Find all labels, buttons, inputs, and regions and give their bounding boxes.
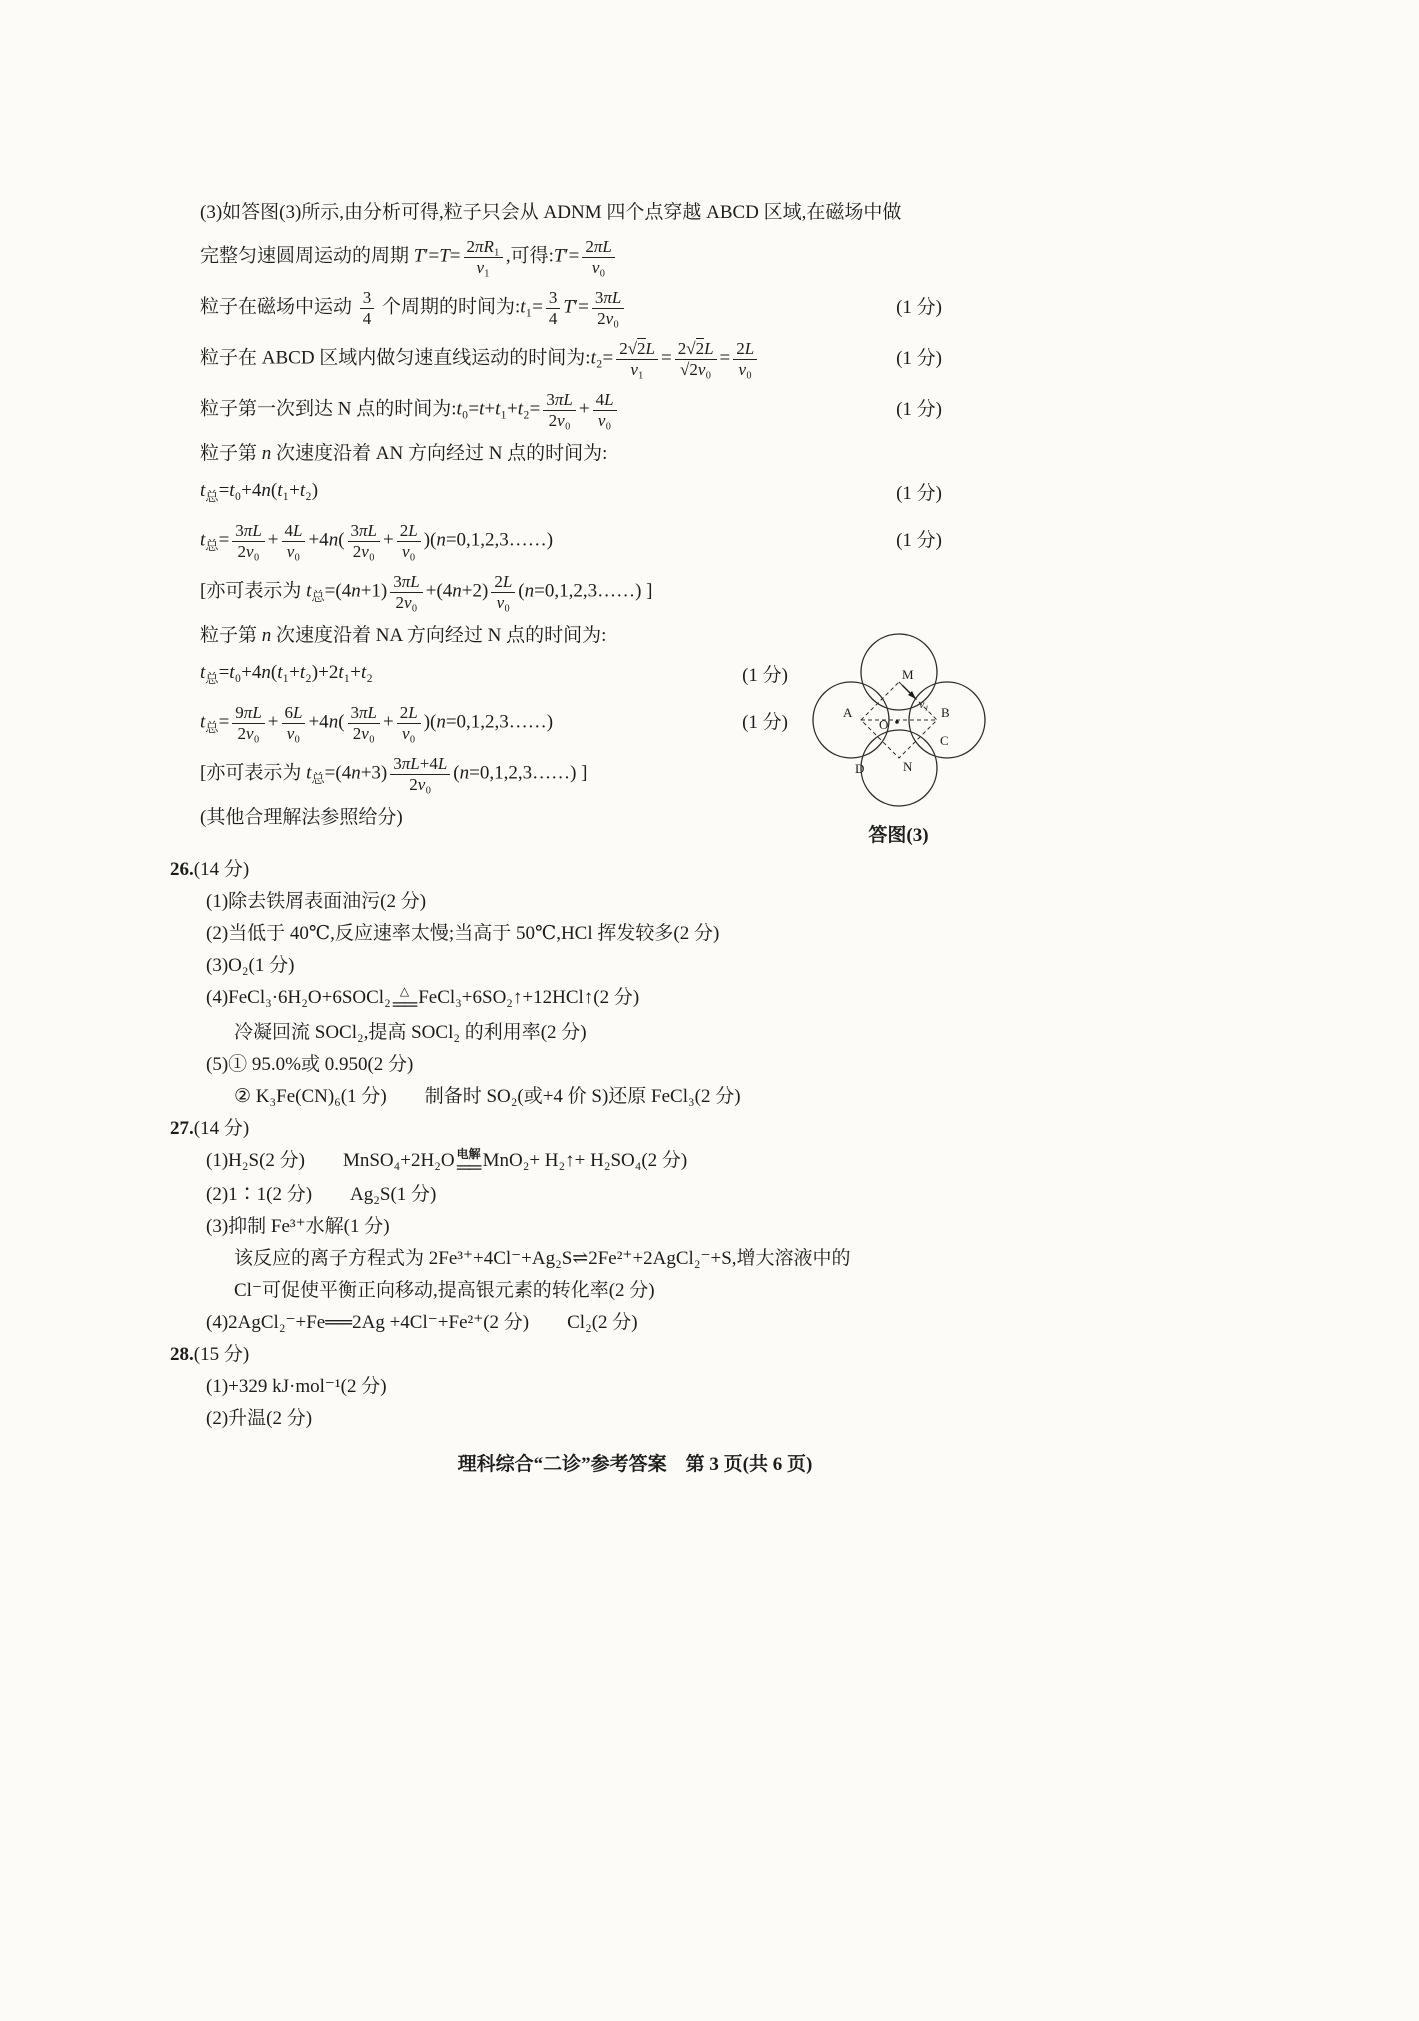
answer-text: (4)FeCl₃·6H₂O+6SOCl₂ △ ══ FeCl₃+6SO₂↑+12HCl↑(2 分) — [206, 984, 640, 1015]
answer-text: 完整匀速圆周运动的周期 T′=T= $\frac{\text{2πR₁}}{\text{v₁}}$ ,可得:T′= $\frac{2\pi L}{\text{v₀}}$ — [200, 237, 618, 277]
text-line — [206, 953, 1070, 978]
answer-text: (1)H₂S(2 分) MnSO₄+2H₂O 电解 ══ MnO₂+ H₂↑+ H₂SO₄(2 分) — [206, 1146, 688, 1177]
text-line — [200, 478, 942, 510]
answer-text: $t_总=$ $\frac{9\pi L}{\text{2v₀}}$ + $\frac{6L}{\text{v₀}}$ +4n( $\frac{3\pi L}{\text{2v₀}}$ + $\frac{2L}{\text{v₀}}$ )(n=0,1,2,3……) — [200, 703, 554, 743]
score-label: (1 分) — [896, 399, 942, 421]
figure-caption: 答图(3) — [868, 825, 929, 847]
text-line — [170, 857, 1070, 882]
text-line — [200, 623, 788, 649]
score-label: (1 分) — [896, 297, 942, 319]
text-line — [234, 1084, 1070, 1109]
text-line — [200, 288, 942, 328]
label-v1: v₁ — [918, 697, 928, 712]
label-B: B — [940, 705, 950, 721]
answer-text: (2)1∶1(2 分) Ag₂S(1 分) — [206, 1183, 437, 1205]
text-line — [206, 1406, 1070, 1431]
answer-text: [亦可表示为 $t_总=(4n+3)$ $\frac{3\pi L+4L}{\text{2v₀}}$ (n=0,1,2,3……) ] — [200, 754, 588, 794]
text-line — [234, 1020, 1070, 1045]
answer-text: $t_总=t_0+4n(t_1+t_2)+2t_1+t_2$ — [200, 662, 373, 687]
label-C: C — [939, 733, 949, 749]
score-label: (1 分) — [742, 665, 788, 687]
text-line — [200, 441, 942, 467]
score-label: (1 分) — [896, 483, 942, 505]
answer-text: 粒子在磁场中运动 $\frac{3}{4}$ 个周期的时间为:t₁= $\frac{3}{4}$ T′= $\frac{3\pi L}{\text{2v₀}}$ — [200, 288, 627, 328]
answer-text: (2)当低于 40℃,反应速率太慢;当高于 50℃,HCl 挥发较多(2 分) — [206, 923, 720, 945]
answer-text: 粒子在 ABCD 区域内做匀速直线运动的时间为:t₂= $\frac{2√2L}{\text{v₁}}$ = $\frac{2√2L}{\text{√2v₀}}$ = $\frac{2L}{\text{v₀}}$ — [200, 339, 760, 379]
text-line — [206, 889, 1070, 914]
text-line — [170, 1342, 1070, 1367]
label-D: D — [854, 761, 864, 777]
answer-text: 该反应的离子方程式为 2Fe³⁺+4Cl⁻+Ag₂S⇌2Fe²⁺+2AgCl₂⁻+S,增大溶液中的 — [234, 1247, 851, 1269]
answer-text: 粒子第 n 次速度沿着 AN 方向经过 N 点的时间为: — [200, 443, 608, 465]
text-line — [206, 1148, 1070, 1175]
physics-side-block — [200, 623, 1070, 847]
text-line — [200, 521, 942, 561]
text-line — [234, 1246, 1070, 1271]
page-content — [170, 200, 1070, 1476]
text-line — [200, 390, 942, 430]
answer-text: 粒子第 n 次速度沿着 NA 方向经过 N 点的时间为: — [200, 625, 607, 647]
answer-text: 粒子第一次到达 N 点的时间为:t₀=t+t₁+t₂= $\frac{3\pi L}{\text{2v₀}}$ + $\frac{4L}{\text{v₀}}$ — [200, 390, 620, 430]
answer-text: (1)除去铁屑表面油污(2 分) — [206, 891, 427, 913]
text-line — [234, 1278, 1070, 1303]
text-line — [200, 805, 788, 831]
answer-text: (3)如答图(3)所示,由分析可得,粒子只会从 ADNM 四个点穿越 ABCD 区域,在磁场中做 — [200, 202, 902, 223]
text-line — [200, 200, 942, 226]
text-line — [206, 1182, 1070, 1207]
page-footer: 理科综合“二诊”参考答案 第 3 页(共 6 页) — [457, 1453, 813, 1475]
label-A: A — [842, 705, 852, 721]
text-line — [200, 660, 788, 692]
answer-text: 26.(14 分) — [170, 859, 250, 881]
text-line — [200, 339, 942, 379]
text-line — [170, 1116, 1070, 1141]
answer-text: (2)升温(2 分) — [206, 1407, 313, 1429]
answer-text: (4)2AgCl₂⁻+Fe══2Ag +4Cl⁻+Fe²⁺(2 分) Cl₂(2 分) — [206, 1311, 638, 1333]
answer-text: 27.(14 分) — [170, 1117, 250, 1139]
text-line — [206, 1214, 1070, 1239]
answer-text: (3)O₂(1 分) — [206, 955, 295, 977]
text-line — [200, 754, 788, 794]
answer-text: (3)抑制 Fe³⁺水解(1 分) — [206, 1215, 390, 1237]
physics-answer-block — [200, 200, 1070, 612]
text-line — [200, 703, 788, 743]
score-label: (1 分) — [896, 348, 942, 370]
label-N: N — [902, 759, 912, 775]
answer-figure — [796, 623, 1001, 847]
answer-text: [亦可表示为 $t_总=(4n+1)$ $\frac{3\pi L}{\text{2v₀}}$ +(4n+2) $\frac{2L}{\text{v₀}}$ (n=0,1,2,3……) ] — [200, 572, 653, 612]
figure-3-diagram — [799, 623, 999, 813]
text-line — [206, 1052, 1070, 1077]
text-line — [206, 1374, 1070, 1399]
answer-text: 28.(15 分) — [170, 1343, 250, 1365]
answer-text: Cl⁻可促使平衡正向移动,提高银元素的转化率(2 分) — [234, 1279, 655, 1301]
answer-text: (5)① 95.0%或 0.950(2 分) — [206, 1053, 414, 1075]
answer-text: $t_总=$ $\frac{3\pi L}{\text{2v₀}}$ + $\frac{4L}{\text{v₀}}$ +4n( $\frac{3\pi L}{\text{2v₀}}$ + $\frac{2L}{\text{v₀}}$ )(n=0,1,2,3……) — [200, 521, 554, 561]
physics-answer-side — [200, 623, 788, 847]
text-line — [206, 1310, 1070, 1335]
chemistry-answer-block — [170, 857, 1070, 1430]
velocity-arrow — [902, 685, 916, 699]
point-O-dot — [895, 721, 899, 725]
text-line — [200, 572, 942, 612]
answer-text: ② K₃Fe(CN)₆(1 分) 制备时 SO₂(或+4 价 S)还原 FeCl₃(2 分) — [234, 1085, 741, 1107]
score-label: (1 分) — [896, 530, 942, 552]
answer-text: $t_总=t_0+4n(t_1+t_2)$ — [200, 480, 319, 505]
answer-text: (1)+329 kJ·mol⁻¹(2 分) — [206, 1375, 387, 1397]
text-line — [206, 984, 1070, 1015]
label-M: M — [901, 667, 914, 683]
square-region-dashed — [861, 682, 937, 758]
text-line — [206, 921, 1070, 946]
label-O: O — [878, 717, 888, 733]
answer-text: (其他合理解法参照给分) — [200, 807, 403, 829]
text-line — [200, 237, 942, 277]
score-label: (1 分) — [742, 712, 788, 734]
answer-text: 冷凝回流 SOCl₂,提高 SOCl₂ 的利用率(2 分) — [234, 1021, 587, 1043]
